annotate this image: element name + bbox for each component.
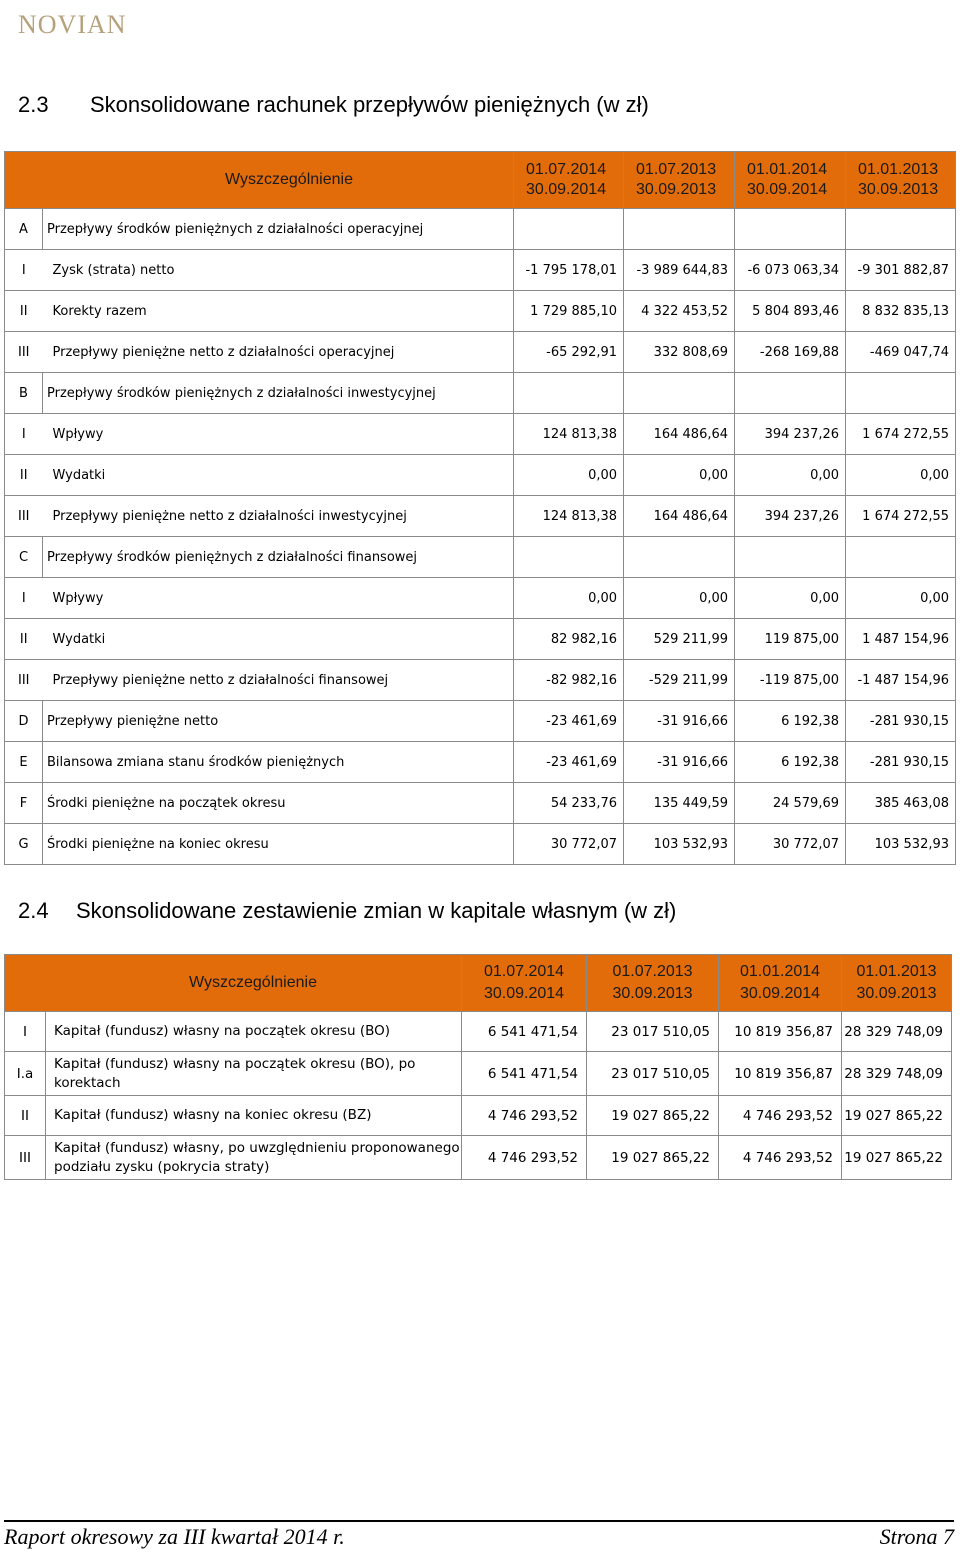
row-code: B — [5, 373, 43, 414]
period-from: 01.01.2013 — [858, 161, 939, 178]
period-from: 01.07.2014 — [483, 963, 565, 980]
row-value: -23 461,69 — [514, 742, 624, 783]
row-value: -23 461,69 — [514, 701, 624, 742]
row-value: -268 169,88 — [735, 332, 846, 373]
row-value: 23 017 510,05 — [587, 1012, 719, 1052]
row-value: 6 541 471,54 — [462, 1012, 587, 1052]
row-value: 0,00 — [514, 578, 624, 619]
header-period-3 — [735, 152, 846, 209]
section-title-text: Skonsolidowane zestawienie zmian w kapitale własnym (w zł) — [76, 898, 677, 923]
period-from: 01.07.2013 — [636, 161, 717, 178]
row-value: 4 746 293,52 — [462, 1096, 587, 1136]
table-row — [5, 332, 956, 373]
row-value — [624, 537, 735, 578]
row-code: C — [5, 537, 43, 578]
row-label: Wydatki — [43, 619, 514, 660]
period-to: 30.09.2013 — [612, 985, 693, 1002]
row-value: 103 532,93 — [624, 824, 735, 865]
table-row — [5, 414, 956, 455]
row-code: I — [5, 250, 43, 291]
table-row — [5, 824, 956, 865]
row-value: 4 322 453,52 — [624, 291, 735, 332]
section-title-cash-flow — [18, 92, 649, 118]
table-row — [5, 660, 956, 701]
row-code: I.a — [5, 1052, 46, 1096]
footer-page-number: Strona 7 — [879, 1524, 954, 1549]
period-to: 30.09.2014 — [739, 985, 821, 1002]
row-label: Bilansowa zmiana stanu środków pieniężnych — [43, 742, 514, 783]
row-code: F — [5, 783, 43, 824]
row-value: 0,00 — [735, 455, 846, 496]
row-value: 1 674 272,55 — [846, 414, 956, 455]
row-value: 0,00 — [624, 578, 735, 619]
row-label: Korekty razem — [43, 291, 514, 332]
row-value: 19 027 865,22 — [842, 1096, 952, 1136]
table-row — [5, 209, 956, 250]
row-label: Przepływy pieniężne netto — [43, 701, 514, 742]
row-value — [624, 209, 735, 250]
row-code: III — [5, 660, 43, 701]
row-value: 119 875,00 — [735, 619, 846, 660]
header-desc: Wyszczególnienie — [5, 152, 514, 209]
row-value: -529 211,99 — [624, 660, 735, 701]
row-value — [846, 537, 956, 578]
period-to: 30.09.2014 — [526, 181, 607, 198]
table-row — [5, 496, 956, 537]
row-value: -65 292,91 — [514, 332, 624, 373]
row-value: 30 772,07 — [735, 824, 846, 865]
row-value: 23 017 510,05 — [587, 1052, 719, 1096]
table-row — [5, 1096, 952, 1136]
row-label: Kapitał (fundusz) własny, po uwzględnieniu proponowanego podziału zysku (pokrycia straty) — [46, 1136, 462, 1180]
logo-text: NOVIAN — [18, 10, 127, 39]
table-row — [5, 291, 956, 332]
period-to: 30.09.2013 — [856, 985, 937, 1002]
row-label: Kapitał (fundusz) własny na koniec okresu (BZ) — [46, 1096, 462, 1136]
row-value: 10 819 356,87 — [719, 1052, 842, 1096]
row-value: 82 982,16 — [514, 619, 624, 660]
table-row — [5, 1012, 952, 1052]
row-value: 1 674 272,55 — [846, 496, 956, 537]
row-value: -31 916,66 — [624, 701, 735, 742]
row-value: 30 772,07 — [514, 824, 624, 865]
row-value — [735, 537, 846, 578]
row-value: 6 192,38 — [735, 701, 846, 742]
row-value: -119 875,00 — [735, 660, 846, 701]
row-label: Kapitał (fundusz) własny na początek okresu (BO), po korektach — [46, 1052, 462, 1096]
header-period-3 — [719, 955, 842, 1012]
table-row — [5, 250, 956, 291]
period-to: 30.09.2013 — [636, 181, 717, 198]
row-value: 164 486,64 — [624, 414, 735, 455]
row-code: E — [5, 742, 43, 783]
row-code: I — [5, 414, 43, 455]
section-title-text: Skonsolidowane rachunek przepływów pieniężnych (w zł) — [90, 92, 649, 117]
row-value: -281 930,15 — [846, 701, 956, 742]
equity-table — [4, 954, 952, 1180]
header-desc: Wyszczególnienie — [5, 955, 462, 1012]
row-value: 5 804 893,46 — [735, 291, 846, 332]
row-value — [514, 537, 624, 578]
table-header-row — [5, 152, 956, 209]
cash-flow-body — [5, 209, 956, 865]
row-value: 28 329 748,09 — [842, 1012, 952, 1052]
row-code: A — [5, 209, 43, 250]
table-row — [5, 1136, 952, 1180]
row-value — [846, 209, 956, 250]
header-period-1 — [514, 152, 624, 209]
row-label: Przepływy środków pieniężnych z działalności operacyjnej — [43, 209, 514, 250]
row-label: Przepływy środków pieniężnych z działalności inwestycyjnej — [43, 373, 514, 414]
period-from: 01.07.2013 — [612, 963, 693, 980]
row-value: -9 301 882,87 — [846, 250, 956, 291]
table-row — [5, 537, 956, 578]
row-value: 8 832 835,13 — [846, 291, 956, 332]
period-from: 01.01.2013 — [856, 963, 937, 980]
row-value: 135 449,59 — [624, 783, 735, 824]
row-value: 4 746 293,52 — [462, 1136, 587, 1180]
table-row — [5, 742, 956, 783]
section-title-equity — [18, 898, 676, 924]
row-value: 0,00 — [846, 455, 956, 496]
row-value: 19 027 865,22 — [842, 1136, 952, 1180]
row-value: 10 819 356,87 — [719, 1012, 842, 1052]
row-code: D — [5, 701, 43, 742]
row-value — [514, 373, 624, 414]
row-value: -1 795 178,01 — [514, 250, 624, 291]
row-label: Kapitał (fundusz) własny na początek okresu (BO) — [46, 1012, 462, 1052]
row-code: III — [5, 496, 43, 537]
row-value: 0,00 — [735, 578, 846, 619]
row-value: 385 463,08 — [846, 783, 956, 824]
row-value: 332 808,69 — [624, 332, 735, 373]
row-value: 394 237,26 — [735, 414, 846, 455]
table-row — [5, 783, 956, 824]
row-label: Wpływy — [43, 414, 514, 455]
page-footer — [4, 1520, 954, 1556]
table-header-row — [5, 955, 952, 1012]
period-from: 01.07.2014 — [526, 161, 607, 178]
row-label: Wpływy — [43, 578, 514, 619]
row-value: 1 487 154,96 — [846, 619, 956, 660]
row-label: Wydatki — [43, 455, 514, 496]
row-value — [735, 373, 846, 414]
row-value — [846, 373, 956, 414]
row-value: 19 027 865,22 — [587, 1096, 719, 1136]
row-code: I — [5, 578, 43, 619]
header-period-1 — [462, 955, 587, 1012]
row-value: 6 541 471,54 — [462, 1052, 587, 1096]
row-code: III — [5, 1136, 46, 1180]
equity-body — [5, 1012, 952, 1180]
section-number: 2.4 — [18, 898, 49, 923]
row-value: -3 989 644,83 — [624, 250, 735, 291]
row-value — [735, 209, 846, 250]
period-from: 01.01.2014 — [739, 963, 821, 980]
row-value — [624, 373, 735, 414]
row-value: 0,00 — [514, 455, 624, 496]
table-row — [5, 701, 956, 742]
row-label: Przepływy pieniężne netto z działalności operacyjnej — [43, 332, 514, 373]
period-from: 01.01.2014 — [747, 161, 828, 178]
cash-flow-table — [4, 151, 956, 865]
header-period-4 — [846, 152, 956, 209]
row-code: III — [5, 332, 43, 373]
table-row — [5, 578, 956, 619]
section-number: 2.3 — [18, 92, 49, 117]
header-period-2 — [624, 152, 735, 209]
row-value: 103 532,93 — [846, 824, 956, 865]
row-value: 1 729 885,10 — [514, 291, 624, 332]
row-value: 394 237,26 — [735, 496, 846, 537]
row-code: II — [5, 291, 43, 332]
row-value — [514, 209, 624, 250]
row-code: II — [5, 1096, 46, 1136]
row-value: -1 487 154,96 — [846, 660, 956, 701]
row-value: -469 047,74 — [846, 332, 956, 373]
row-label: Zysk (strata) netto — [43, 250, 514, 291]
header-period-2 — [587, 955, 719, 1012]
row-value: 24 579,69 — [735, 783, 846, 824]
table-row — [5, 619, 956, 660]
row-label: Środki pieniężne na koniec okresu — [43, 824, 514, 865]
header-period-4 — [842, 955, 952, 1012]
row-value: 6 192,38 — [735, 742, 846, 783]
row-value: 529 211,99 — [624, 619, 735, 660]
row-value: 19 027 865,22 — [587, 1136, 719, 1180]
row-value: -31 916,66 — [624, 742, 735, 783]
row-value: 28 329 748,09 — [842, 1052, 952, 1096]
table-row — [5, 373, 956, 414]
row-value: 124 813,38 — [514, 414, 624, 455]
row-value: 54 233,76 — [514, 783, 624, 824]
row-value: 4 746 293,52 — [719, 1136, 842, 1180]
table-row — [5, 455, 956, 496]
period-to: 30.09.2013 — [858, 181, 939, 198]
row-code: I — [5, 1012, 46, 1052]
row-label: Przepływy środków pieniężnych z działalności finansowej — [43, 537, 514, 578]
row-value: 0,00 — [624, 455, 735, 496]
row-value: 164 486,64 — [624, 496, 735, 537]
row-label: Przepływy pieniężne netto z działalności inwestycyjnej — [43, 496, 514, 537]
row-value: 0,00 — [846, 578, 956, 619]
row-value: -82 982,16 — [514, 660, 624, 701]
footer-report-title: Raport okresowy za III kwartał 2014 r. — [4, 1524, 345, 1549]
row-label: Przepływy pieniężne netto z działalności finansowej — [43, 660, 514, 701]
row-value: -6 073 063,34 — [735, 250, 846, 291]
row-code: II — [5, 619, 43, 660]
row-code: G — [5, 824, 43, 865]
row-value: -281 930,15 — [846, 742, 956, 783]
row-label: Środki pieniężne na początek okresu — [43, 783, 514, 824]
row-value: 124 813,38 — [514, 496, 624, 537]
row-code: II — [5, 455, 43, 496]
period-to: 30.09.2014 — [747, 181, 828, 198]
company-logo — [18, 10, 127, 40]
table-row — [5, 1052, 952, 1096]
period-to: 30.09.2014 — [483, 985, 565, 1002]
row-value: 4 746 293,52 — [719, 1096, 842, 1136]
